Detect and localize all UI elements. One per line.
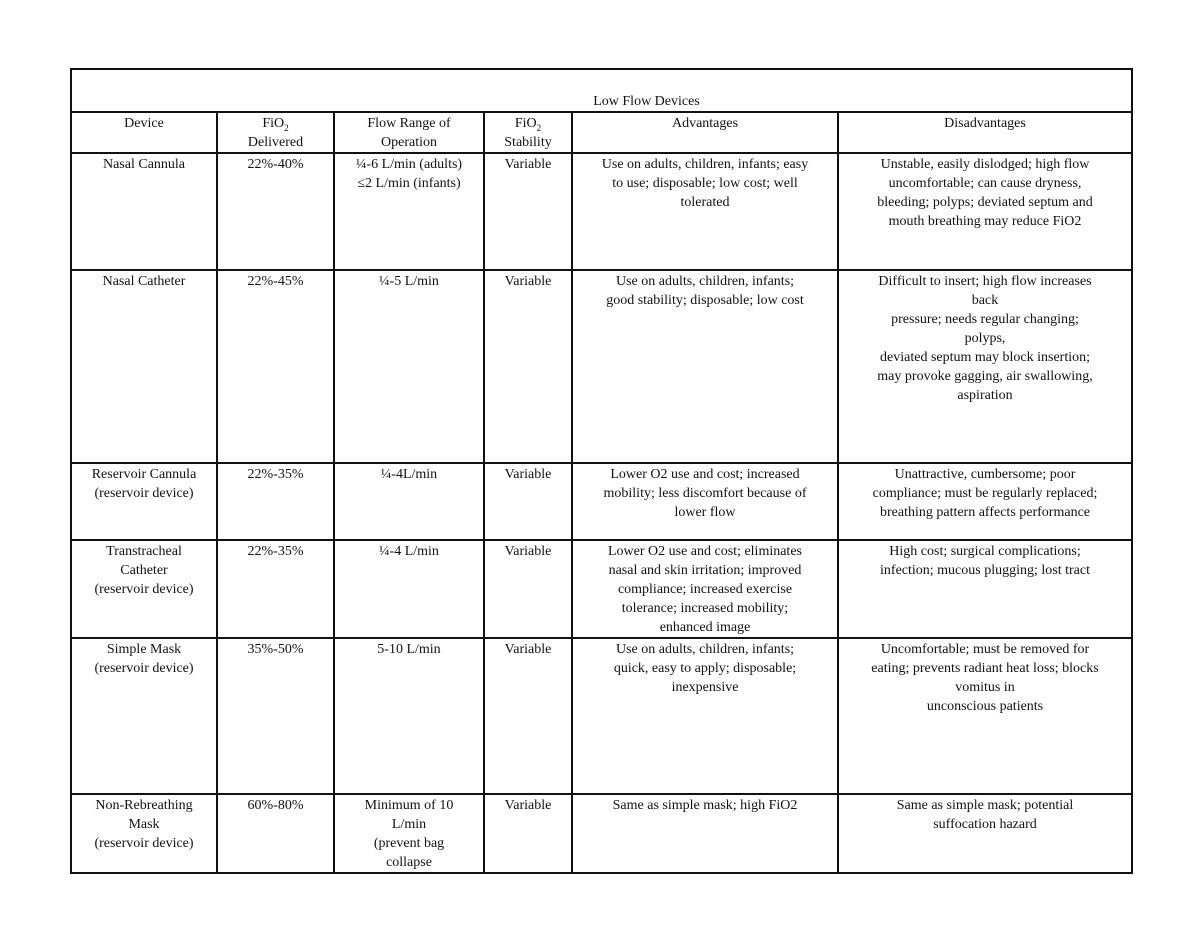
header-stability-rest: Stability <box>504 135 552 150</box>
advantages-cell: Use on adults, children, infants; good stability; disposable; low cost <box>572 270 838 463</box>
stability-cell: Variable <box>484 153 572 270</box>
advantages-cell: Lower O2 use and cost; increased mobility; less discomfort because of lower flow <box>572 463 838 540</box>
header-flow-range: Flow Range of Operation <box>334 112 484 153</box>
header-fio2-delivered <box>217 112 334 153</box>
disadvantages-cell: Difficult to insert; high flow increases back pressure; needs regular changing; polyps, deviated septum may block insertion; may provoke gagging, air swallowing, aspiration <box>838 270 1132 463</box>
table-row <box>71 463 1132 540</box>
device-cell: Non-Rebreathing Mask (reservoir device) <box>71 794 217 873</box>
header-stability-prefix: FiO <box>514 116 537 131</box>
advantages-cell: Same as simple mask; high FiO2 <box>572 794 838 873</box>
header-fio2-prefix: FiO <box>262 116 285 131</box>
stability-cell: Variable <box>484 463 572 540</box>
device-cell: Simple Mask (reservoir device) <box>71 638 217 794</box>
fio2-cell: 22%-35% <box>217 463 334 540</box>
disadvantages-cell: High cost; surgical complications; infection; mucous plugging; lost tract <box>838 540 1132 638</box>
table-title: Low Flow Devices <box>593 94 700 109</box>
header-device: Device <box>71 112 217 153</box>
header-fio2-subscript: 2 <box>284 122 289 133</box>
flow-cell: ¼-6 L/min (adults) ≤2 L/min (infants) <box>334 153 484 270</box>
table-row <box>71 540 1132 638</box>
flow-cell: ¼-4 L/min <box>334 540 484 638</box>
device-cell: Reservoir Cannula (reservoir device) <box>71 463 217 540</box>
disadvantages-cell: Unattractive, cumbersome; poor compliance; must be regularly replaced; breathing pattern affects performance <box>838 463 1132 540</box>
fio2-cell: 22%-45% <box>217 270 334 463</box>
low-flow-devices-table <box>70 68 1133 874</box>
advantages-cell: Use on adults, children, infants; quick, easy to apply; disposable; inexpensive <box>572 638 838 794</box>
device-cell: Nasal Catheter <box>71 270 217 463</box>
flow-cell: Minimum of 10 L/min (prevent bag collapse <box>334 794 484 873</box>
header-fio2-stability <box>484 112 572 153</box>
table-row <box>71 270 1132 463</box>
advantages-cell: Use on adults, children, infants; easy to use; disposable; low cost; well tolerated <box>572 153 838 270</box>
table-title-cell <box>71 69 1132 112</box>
disadvantages-cell: Same as simple mask; potential suffocation hazard <box>838 794 1132 873</box>
flow-cell: ¼-4L/min <box>334 463 484 540</box>
disadvantages-cell: Uncomfortable; must be removed for eating; prevents radiant heat loss; blocks vomitus in unconscious patients <box>838 638 1132 794</box>
device-cell: Transtracheal Catheter (reservoir device) <box>71 540 217 638</box>
header-advantages: Advantages <box>572 112 838 153</box>
stability-cell: Variable <box>484 540 572 638</box>
header-disadvantages: Disadvantages <box>838 112 1132 153</box>
table-row <box>71 153 1132 270</box>
fio2-cell: 35%-50% <box>217 638 334 794</box>
fio2-cell: 60%-80% <box>217 794 334 873</box>
fio2-cell: 22%-40% <box>217 153 334 270</box>
table-row <box>71 638 1132 794</box>
stability-cell: Variable <box>484 794 572 873</box>
stability-cell: Variable <box>484 270 572 463</box>
flow-cell: 5-10 L/min <box>334 638 484 794</box>
advantages-cell: Lower O2 use and cost; eliminates nasal and skin irritation; improved compliance; increased exercise tolerance; increased mobility; enhanced image <box>572 540 838 638</box>
header-fio2-rest: Delivered <box>247 135 304 150</box>
device-cell: Nasal Cannula <box>71 153 217 270</box>
disadvantages-cell: Unstable, easily dislodged; high flow uncomfortable; can cause dryness, bleeding; polyps; deviated septum and mouth breathing may reduce FiO2 <box>838 153 1132 270</box>
table-row <box>71 794 1132 873</box>
header-row <box>71 112 1132 153</box>
flow-cell: ¼-5 L/min <box>334 270 484 463</box>
header-stability-subscript: 2 <box>536 122 542 133</box>
fio2-cell: 22%-35% <box>217 540 334 638</box>
stability-cell: Variable <box>484 638 572 794</box>
